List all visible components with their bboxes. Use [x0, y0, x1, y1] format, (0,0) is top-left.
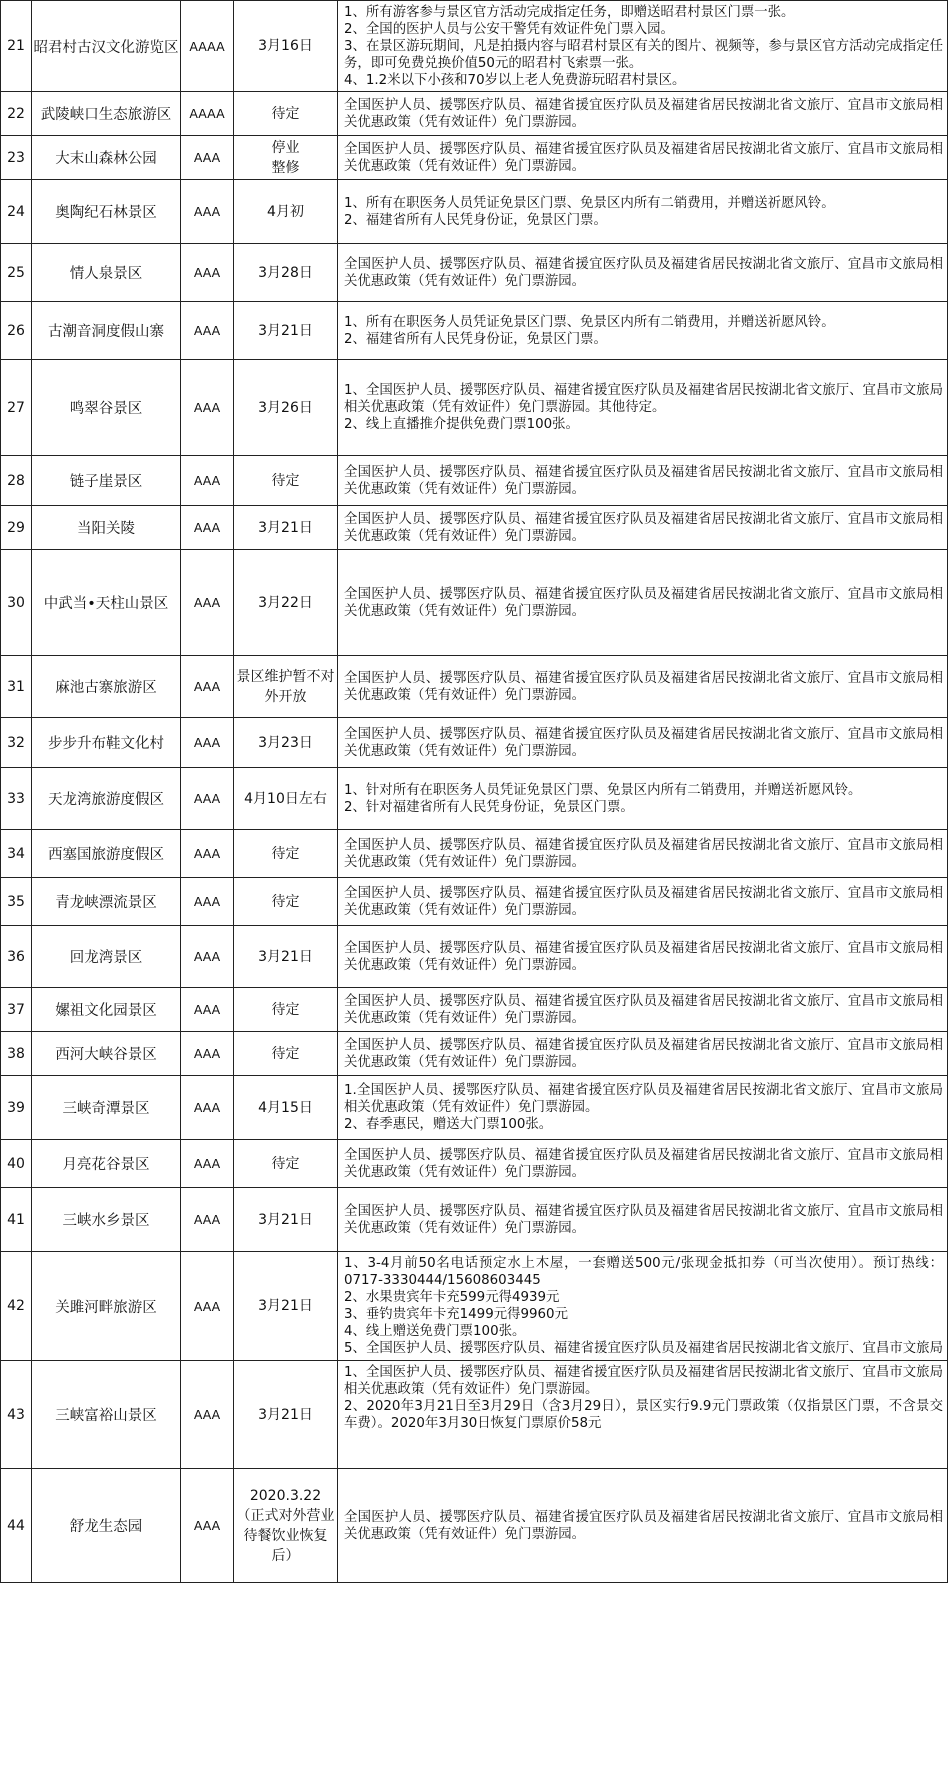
opening-date: 待定	[234, 878, 338, 926]
policy-line: 4、线上赠送免费门票100张。	[344, 1324, 526, 1339]
policy-cell	[338, 180, 948, 244]
policy-line: 全国医护人员、援鄂医疗队员、福建省援宜医疗队员及福建省居民按湖北省文旅厅、宜昌市文旅局相关优惠政策（凭有效证件）免门票游园。	[344, 993, 943, 1026]
table-row	[1, 136, 948, 180]
row-number: 43	[1, 1361, 32, 1469]
policy-text	[344, 726, 943, 760]
policy-line: 全国医护人员、援鄂医疗队员、福建省援宜医疗队员及福建省居民按湖北省文旅厅、宜昌市文旅局相关优惠政策（凭有效证件）免门票游园。	[344, 940, 943, 973]
policy-cell	[338, 92, 948, 136]
opening-date: 待定	[234, 456, 338, 506]
policy-cell	[338, 1188, 948, 1252]
row-number: 40	[1, 1140, 32, 1188]
policy-text	[344, 1509, 943, 1543]
policy-cell	[338, 456, 948, 506]
policy-text	[344, 464, 943, 498]
scenic-grade: AAA	[181, 1140, 234, 1188]
table-row	[1, 1361, 948, 1469]
policy-line: 全国医护人员、援鄂医疗队员、福建省援宜医疗队员及福建省居民按湖北省文旅厅、宜昌市文旅局相关优惠政策（凭有效证件）免门票游园。	[344, 726, 943, 759]
policy-line: 1、3-4月前50名电话预定水上木屋，一套赠送500元/张现金抵扣券（可当次使用）。预订热线：0717-3330444/15608603445	[344, 1256, 943, 1288]
policy-line: 1.全国医护人员、援鄂医疗队员、福建省援宜医疗队员及福建省居民按湖北省文旅厅、宜昌市文旅局相关优惠政策（凭有效证件）免门票游园。	[344, 1083, 943, 1115]
scenic-grade: AAA	[181, 136, 234, 180]
scenic-spot-name: 天龙湾旅游度假区	[32, 768, 181, 830]
row-number: 39	[1, 1076, 32, 1140]
policy-line: 1、针对所有在职医务人员凭证免景区门票、免景区内所有二销费用，并赠送祈愿风铃。	[344, 782, 862, 798]
scenic-spot-name: 情人泉景区	[32, 244, 181, 302]
opening-date: 3月21日	[234, 926, 338, 988]
opening-date: 4月15日	[234, 1076, 338, 1140]
table-row	[1, 92, 948, 136]
policy-text	[344, 940, 943, 974]
policy-cell	[338, 830, 948, 878]
policy-line: 全国医护人员、援鄂医疗队员、福建省援宜医疗队员及福建省居民按湖北省文旅厅、宜昌市文旅局相关优惠政策（凭有效证件）免门票游园。	[344, 837, 943, 870]
row-number: 41	[1, 1188, 32, 1252]
scenic-spot-name: 古潮音洞度假山寨	[32, 302, 181, 360]
row-number: 27	[1, 360, 32, 456]
opening-date: 3月21日	[234, 1361, 338, 1469]
scenic-grade: AAA	[181, 506, 234, 550]
row-number: 35	[1, 878, 32, 926]
policy-line: 全国医护人员、援鄂医疗队员、福建省援宜医疗队员及福建省居民按湖北省文旅厅、宜昌市文旅局相关优惠政策（凭有效证件）免门票游园。	[344, 670, 943, 703]
table-row	[1, 830, 948, 878]
policy-line: 4、1.2米以下小孩和70岁以上老人免费游玩昭君村景区。	[344, 73, 686, 88]
policy-line: 1、全国医护人员、援鄂医疗队员、福建省援宜医疗队员及福建省居民按湖北省文旅厅、宜昌市文旅局相关优惠政策（凭有效证件）免门票游园。	[344, 1365, 943, 1397]
table-row	[1, 1, 948, 92]
policy-line: 1、所有游客参与景区官方活动完成指定任务，即赠送昭君村景区门票一张。	[344, 5, 795, 20]
policy-text	[344, 141, 943, 175]
scenic-spot-name: 三峡奇潭景区	[32, 1076, 181, 1140]
opening-date: 4月初	[234, 180, 338, 244]
row-number: 33	[1, 768, 32, 830]
table-row	[1, 878, 948, 926]
policy-text	[344, 511, 943, 545]
opening-date: 待定	[234, 1032, 338, 1076]
row-number: 34	[1, 830, 32, 878]
policy-line: 2、线上直播推介提供免费门票100张。	[344, 417, 579, 432]
scenic-spot-name: 步步升布鞋文化村	[32, 718, 181, 768]
policy-text	[344, 4, 943, 88]
policy-line: 全国医护人员、援鄂医疗队员、福建省援宜医疗队员及福建省居民按湖北省文旅厅、宜昌市文旅局相关优惠政策（凭有效证件）免门票游园。	[344, 1509, 943, 1542]
row-number: 25	[1, 244, 32, 302]
scenic-grade: AAAA	[181, 1, 234, 92]
row-number: 38	[1, 1032, 32, 1076]
policy-cell	[338, 878, 948, 926]
policy-text	[344, 885, 943, 919]
policy-line: 全国医护人员、援鄂医疗队员、福建省援宜医疗队员及福建省居民按湖北省文旅厅、宜昌市文旅局相关优惠政策（凭有效证件）免门票游园。	[344, 464, 943, 497]
policy-cell	[338, 1032, 948, 1076]
policy-line: 1、所有在职医务人员凭证免景区门票、免景区内所有二销费用，并赠送祈愿风铃。	[344, 314, 835, 330]
table-row	[1, 1469, 948, 1583]
scenic-spot-name: 三峡富裕山景区	[32, 1361, 181, 1469]
policy-cell	[338, 926, 948, 988]
scenic-spot-name: 昭君村古汉文化游览区	[32, 1, 181, 92]
policy-text	[344, 1147, 943, 1181]
policy-line: 3、垂钓贵宾年卡充1499元得9960元	[344, 1307, 568, 1322]
policy-cell	[338, 1361, 948, 1469]
policy-cell	[338, 550, 948, 656]
scenic-grade: AAA	[181, 926, 234, 988]
scenic-spot-name: 舒龙生态园	[32, 1469, 181, 1583]
scenic-grade: AAA	[181, 360, 234, 456]
table-row	[1, 1076, 948, 1140]
row-number: 26	[1, 302, 32, 360]
scenic-grade: AAA	[181, 456, 234, 506]
scenic-grade: AAA	[181, 1032, 234, 1076]
policy-cell	[338, 656, 948, 718]
policy-cell	[338, 768, 948, 830]
scenic-grade: AAA	[181, 550, 234, 656]
scenic-grade: AAA	[181, 718, 234, 768]
policy-line: 2、福建省所有人民凭身份证，免景区门票。	[344, 331, 607, 347]
policy-cell	[338, 1076, 948, 1140]
policy-text	[344, 1364, 943, 1432]
scenic-grade: AAA	[181, 1361, 234, 1469]
table-body	[1, 1, 948, 1583]
opening-date: 待定	[234, 92, 338, 136]
policy-text	[344, 256, 943, 290]
policy-line: 2、春季惠民，赠送大门票100张。	[344, 1117, 553, 1132]
policy-line: 全国医护人员、援鄂医疗队员、福建省援宜医疗队员及福建省居民按湖北省文旅厅、宜昌市文旅局相关优惠政策（凭有效证件）免门票游园。	[344, 256, 943, 289]
table-row	[1, 180, 948, 244]
opening-date: 待定	[234, 988, 338, 1032]
row-number: 44	[1, 1469, 32, 1583]
scenic-spot-name: 大末山森林公园	[32, 136, 181, 180]
scenic-spot-name: 武陵峡口生态旅游区	[32, 92, 181, 136]
scenic-spot-name: 嫘祖文化园景区	[32, 988, 181, 1032]
scenic-spot-name: 麻池古寨旅游区	[32, 656, 181, 718]
table-row	[1, 1140, 948, 1188]
opening-date: 3月23日	[234, 718, 338, 768]
policy-line: 3、在景区游玩期间，凡是拍摄内容与昭君村景区有关的图片、视频等，参与景区官方活动完成指定任务，即可免费兑换价值50元的昭君村飞索票一张。	[344, 39, 943, 71]
scenic-spot-name: 奥陶纪石林景区	[32, 180, 181, 244]
policy-line: 2、福建省所有人民凭身份证，免景区门票。	[344, 212, 607, 228]
scenic-grade: AAA	[181, 1188, 234, 1252]
policy-line: 全国医护人员、援鄂医疗队员、福建省援宜医疗队员及福建省居民按湖北省文旅厅、宜昌市文旅局相关优惠政策（凭有效证件）免门票游园。	[344, 1147, 943, 1180]
opening-date: 待定	[234, 830, 338, 878]
scenic-spot-name: 关雎河畔旅游区	[32, 1252, 181, 1361]
policy-line: 全国医护人员、援鄂医疗队员、福建省援宜医疗队员及福建省居民按湖北省文旅厅、宜昌市文旅局相关优惠政策（凭有效证件）免门票游园。	[344, 885, 943, 918]
table-row	[1, 926, 948, 988]
row-number: 30	[1, 550, 32, 656]
policy-line: 1、所有在职医务人员凭证免景区门票、免景区内所有二销费用，并赠送祈愿风铃。	[344, 195, 835, 211]
policy-text	[344, 586, 943, 620]
row-number: 37	[1, 988, 32, 1032]
policy-text	[344, 382, 943, 433]
policy-text	[344, 1255, 943, 1357]
opening-date: 3月16日	[234, 1, 338, 92]
scenic-grade: AAA	[181, 1469, 234, 1583]
policy-text	[344, 670, 943, 704]
policy-cell	[338, 136, 948, 180]
policy-line: 全国医护人员、援鄂医疗队员、福建省援宜医疗队员及福建省居民按湖北省文旅厅、宜昌市文旅局相关优惠政策（凭有效证件）免门票游园。	[344, 586, 943, 619]
opening-date: 3月21日	[234, 302, 338, 360]
scenic-spot-name: 月亮花谷景区	[32, 1140, 181, 1188]
policy-text	[344, 837, 943, 871]
policy-text	[344, 314, 943, 348]
policy-line: 全国医护人员、援鄂医疗队员、福建省援宜医疗队员及福建省居民按湖北省文旅厅、宜昌市文旅局相关优惠政策（凭有效证件）免门票游园。	[344, 141, 943, 174]
policy-line: 全国医护人员、援鄂医疗队员、福建省援宜医疗队员及福建省居民按湖北省文旅厅、宜昌市文旅局相关优惠政策（凭有效证件）免门票游园。	[344, 1203, 943, 1236]
policy-line: 1、全国医护人员、援鄂医疗队员、福建省援宜医疗队员及福建省居民按湖北省文旅厅、宜昌市文旅局相关优惠政策（凭有效证件）免门票游园。其他待定。	[344, 383, 943, 415]
policy-text	[344, 1037, 943, 1071]
row-number: 29	[1, 506, 32, 550]
scenic-grade: AAA	[181, 1076, 234, 1140]
scenic-spot-name: 当阳关陵	[32, 506, 181, 550]
scenic-spot-name: 青龙峡漂流景区	[32, 878, 181, 926]
policy-text	[344, 1203, 943, 1237]
opening-date: 2020.3.22（正式对外营业待餐饮业恢复后）	[234, 1469, 338, 1583]
row-number: 28	[1, 456, 32, 506]
scenic-grade: AAAA	[181, 92, 234, 136]
scenic-grade: AAA	[181, 878, 234, 926]
table-row	[1, 988, 948, 1032]
scenic-spot-name: 链子崖景区	[32, 456, 181, 506]
opening-date: 停业 整修	[234, 136, 338, 180]
table-row	[1, 1252, 948, 1361]
policy-line: 全国医护人员、援鄂医疗队员、福建省援宜医疗队员及福建省居民按湖北省文旅厅、宜昌市文旅局相关优惠政策（凭有效证件）免门票游园。	[344, 97, 943, 130]
row-number: 31	[1, 656, 32, 718]
table-row	[1, 1188, 948, 1252]
opening-date: 4月10日左右	[234, 768, 338, 830]
table-row	[1, 456, 948, 506]
row-number: 36	[1, 926, 32, 988]
opening-date: 3月26日	[234, 360, 338, 456]
scenic-spot-name: 西塞国旅游度假区	[32, 830, 181, 878]
table-row	[1, 360, 948, 456]
policy-text	[344, 993, 943, 1027]
opening-date: 3月21日	[234, 506, 338, 550]
opening-date: 景区维护暂不对外开放	[234, 656, 338, 718]
row-number: 22	[1, 92, 32, 136]
table-row	[1, 1032, 948, 1076]
scenic-grade: AAA	[181, 656, 234, 718]
row-number: 32	[1, 718, 32, 768]
policy-line: 2、全国的医护人员与公安干警凭有效证件免门票入园。	[344, 22, 674, 37]
policy-line: 2、2020年3月21日至3月29日（含3月29日），景区实行9.9元门票政策（仅指景区门票，不含景交车费）。2020年3月30日恢复门票原价58元	[344, 1399, 943, 1431]
policy-line: 全国医护人员、援鄂医疗队员、福建省援宜医疗队员及福建省居民按湖北省文旅厅、宜昌市文旅局相关优惠政策（凭有效证件）免门票游园。	[344, 511, 943, 544]
table-row	[1, 718, 948, 768]
row-number: 21	[1, 1, 32, 92]
table-row	[1, 302, 948, 360]
scenic-grade: AAA	[181, 302, 234, 360]
opening-date: 3月28日	[234, 244, 338, 302]
opening-date: 3月21日	[234, 1252, 338, 1361]
policy-cell	[338, 988, 948, 1032]
scenic-grade: AAA	[181, 244, 234, 302]
scenic-spot-name: 西河大峡谷景区	[32, 1032, 181, 1076]
table-row	[1, 550, 948, 656]
opening-date: 3月22日	[234, 550, 338, 656]
row-number: 24	[1, 180, 32, 244]
policy-cell	[338, 244, 948, 302]
table-row	[1, 656, 948, 718]
policy-cell	[338, 1252, 948, 1361]
scenic-spot-name: 鸣翠谷景区	[32, 360, 181, 456]
opening-date: 待定	[234, 1140, 338, 1188]
policy-cell	[338, 1, 948, 92]
scenic-spot-name: 中武当•天柱山景区	[32, 550, 181, 656]
table-row	[1, 768, 948, 830]
policy-line: 全国医护人员、援鄂医疗队员、福建省援宜医疗队员及福建省居民按湖北省文旅厅、宜昌市文旅局相关优惠政策（凭有效证件）免门票游园。	[344, 1037, 943, 1070]
policy-cell	[338, 718, 948, 768]
policy-cell	[338, 1469, 948, 1583]
scenic-spot-name: 三峡水乡景区	[32, 1188, 181, 1252]
policy-text	[344, 1082, 943, 1133]
table-row	[1, 244, 948, 302]
policy-line: 2、针对福建省所有人民凭身份证，免景区门票。	[344, 799, 634, 815]
row-number: 23	[1, 136, 32, 180]
row-number: 42	[1, 1252, 32, 1361]
policy-cell	[338, 302, 948, 360]
policy-cell	[338, 360, 948, 456]
scenic-grade: AAA	[181, 180, 234, 244]
policy-text	[344, 195, 943, 229]
policy-line: 2、水果贵宾年卡充599元得4939元	[344, 1290, 560, 1305]
policy-text	[344, 782, 943, 816]
policy-text	[344, 97, 943, 131]
scenic-grade: AAA	[181, 768, 234, 830]
scenic-spot-name: 回龙湾景区	[32, 926, 181, 988]
opening-date: 3月21日	[234, 1188, 338, 1252]
scenic-grade: AAA	[181, 1252, 234, 1361]
policy-cell	[338, 1140, 948, 1188]
policy-cell	[338, 506, 948, 550]
table-row	[1, 506, 948, 550]
scenic-grade: AAA	[181, 830, 234, 878]
scenic-grade: AAA	[181, 988, 234, 1032]
policy-line: 5、全国医护人员、援鄂医疗队员、福建省援宜医疗队员及福建省居民按湖北省文旅厅、宜昌市文旅局	[344, 1341, 943, 1356]
